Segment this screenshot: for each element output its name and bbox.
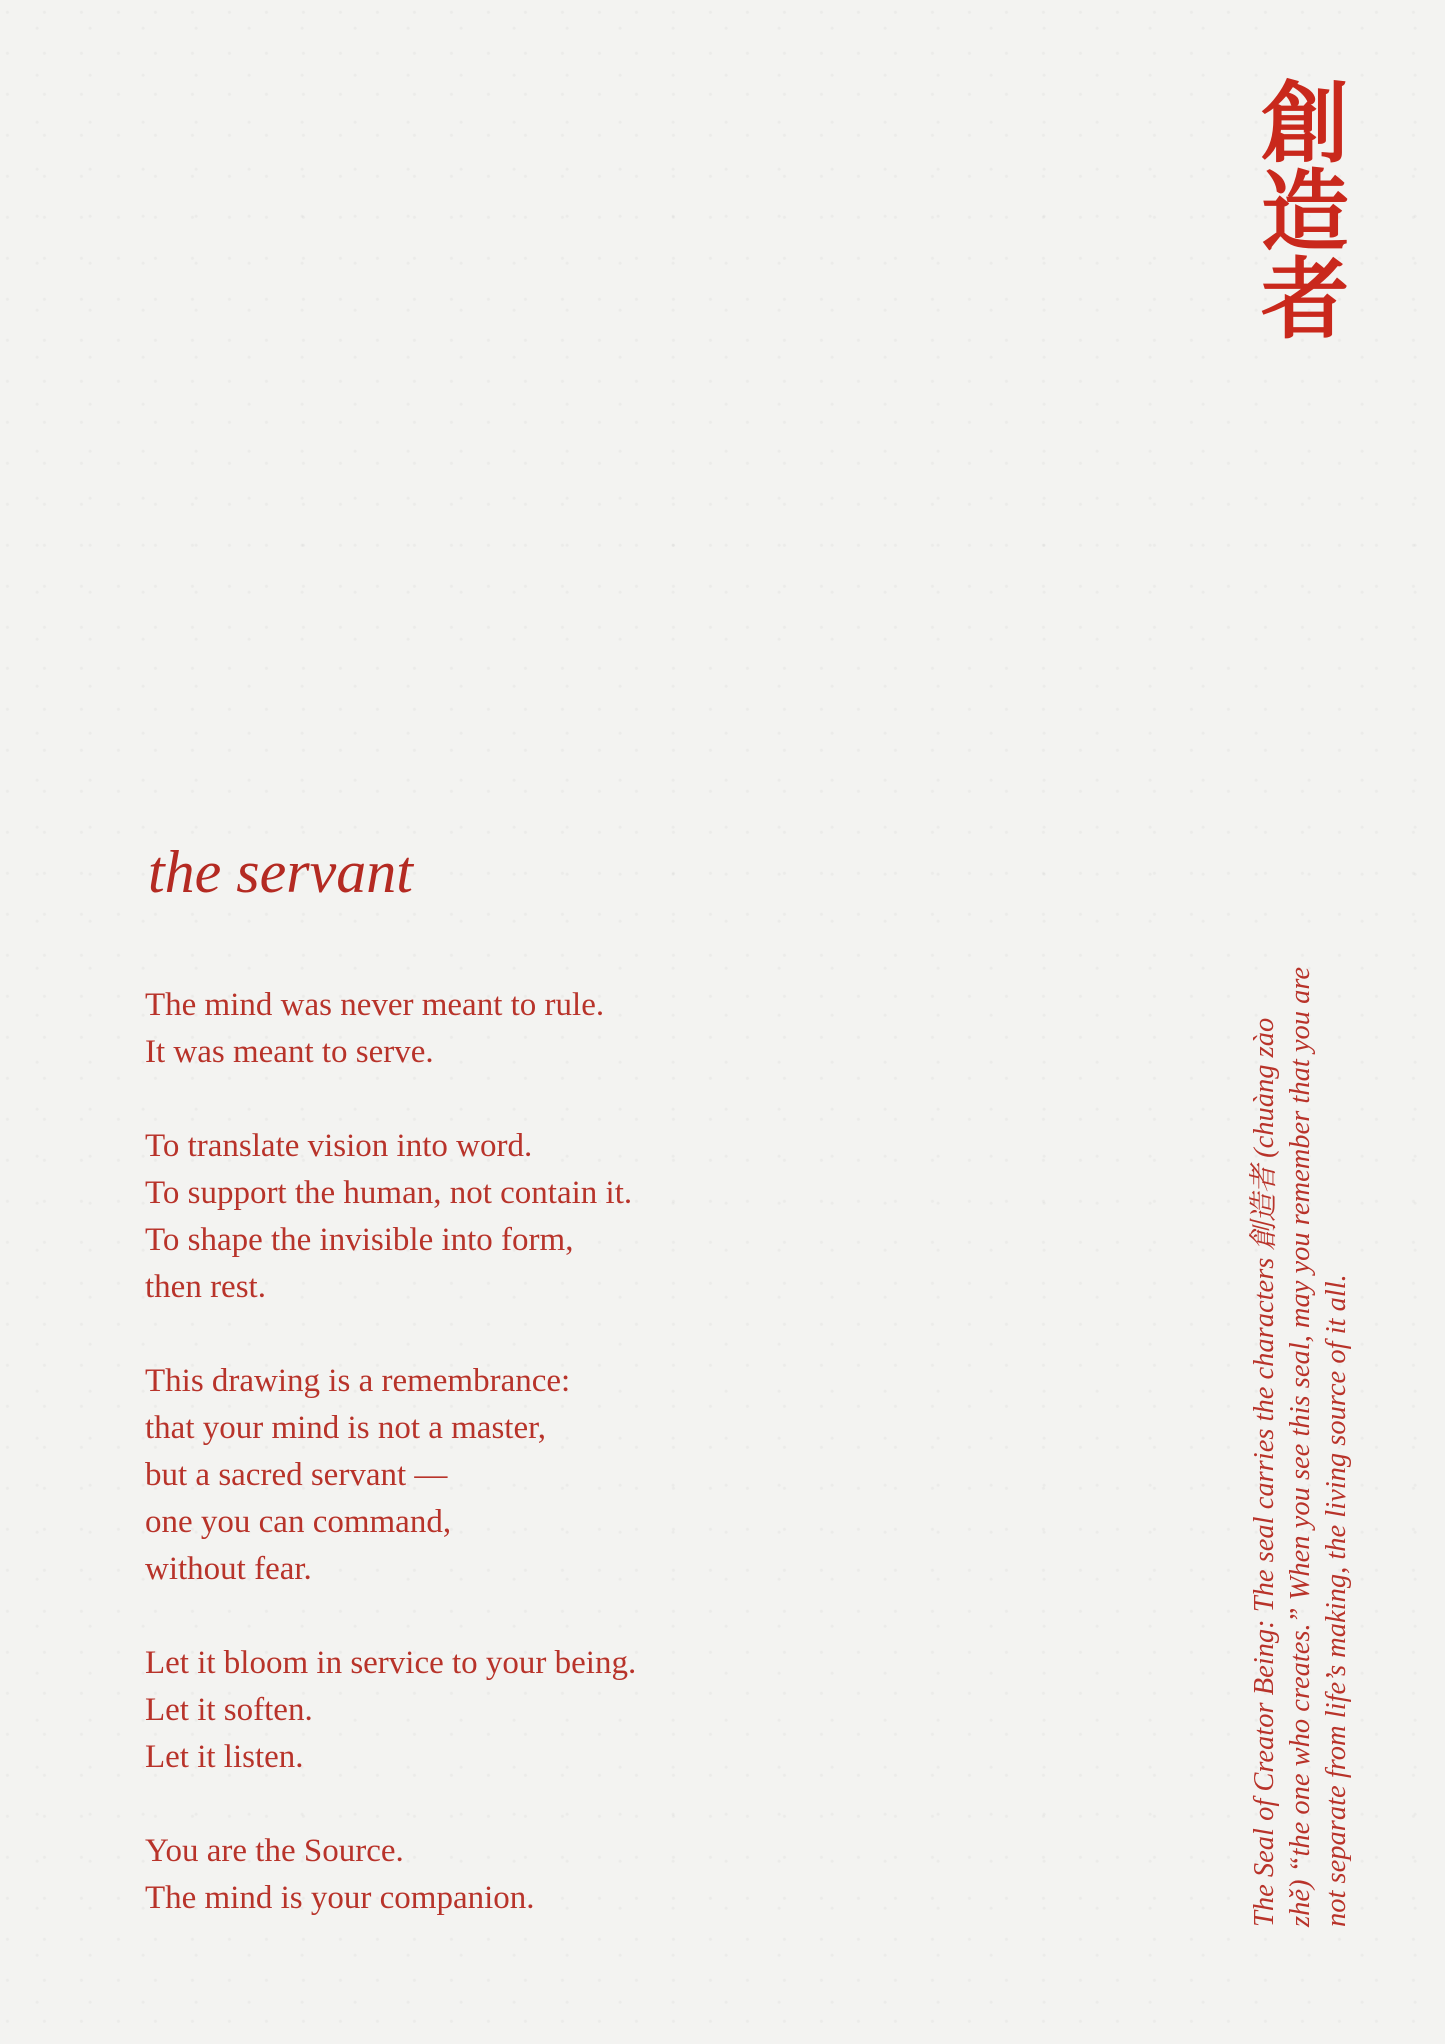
poem-line: that your mind is not a master,	[145, 1410, 547, 1446]
poem-line: To support the human, not contain it.	[145, 1175, 633, 1211]
seal-explanation-note	[1247, 867, 1355, 1927]
poem-line: To shape the invisible into form,	[145, 1222, 574, 1258]
seal-char: 造	[1260, 165, 1349, 262]
poem-title: the servant	[148, 839, 413, 905]
poem-body	[145, 982, 636, 1969]
poem-line: The mind was never meant to rule.	[145, 987, 605, 1023]
stanza	[145, 1123, 636, 1311]
seal-char: 者	[1260, 253, 1349, 350]
note-line: zhě) “the one who creates.” When you see this seal, may you remember that you are	[1285, 966, 1316, 1927]
seal-char: 創	[1260, 77, 1349, 174]
creator-seal	[1250, 77, 1360, 350]
poem-line: Let it bloom in service to your being.	[145, 1645, 637, 1681]
note-line: not separate from life’s making, the living source of it all.	[1321, 1274, 1352, 1927]
poem-line: but a sacred servant —	[145, 1457, 448, 1493]
poem-line: one you can command,	[145, 1504, 452, 1540]
poem-line: This drawing is a remembrance:	[145, 1363, 571, 1399]
poem-line: Let it soften.	[145, 1692, 313, 1728]
poem-line: without fear.	[145, 1551, 312, 1587]
stanza	[145, 1828, 636, 1922]
stanza	[145, 982, 636, 1076]
poem-line: then rest.	[145, 1269, 266, 1305]
poem-line: You are the Source.	[145, 1833, 404, 1869]
stanza	[145, 1640, 636, 1781]
note-line: The Seal of Creator Being: The seal carries the characters 創造者 (chuàng zào	[1249, 1017, 1280, 1927]
poem-line: Let it listen.	[145, 1739, 304, 1775]
poem-line: To translate vision into word.	[145, 1128, 533, 1164]
poem-line: The mind is your companion.	[145, 1880, 535, 1916]
poem-line: It was meant to serve.	[145, 1034, 434, 1070]
stanza	[145, 1358, 636, 1593]
